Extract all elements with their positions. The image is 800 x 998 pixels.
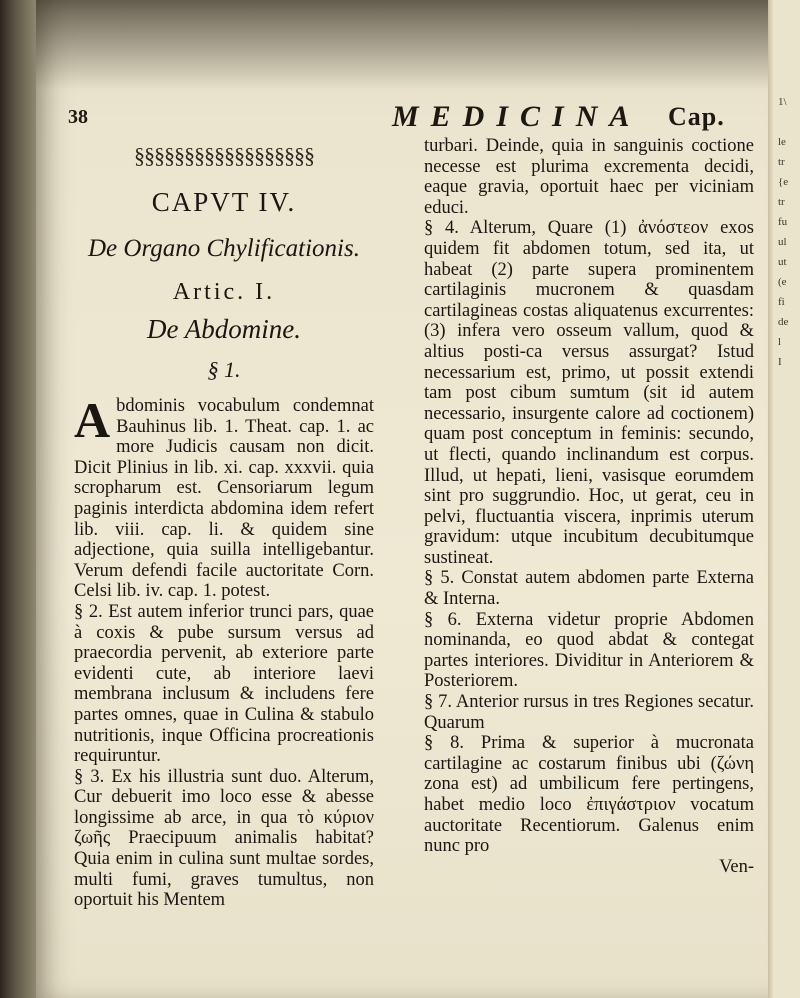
paragraph: § 7. Anterior rursus in tres Regiones secatur. Quarum (424, 692, 754, 733)
left-column (74, 136, 374, 911)
edge-fragment: (e (778, 276, 787, 288)
paragraph: § 4. Alterum, Quare (1) ἀνόστεον exos quidem fit abdomen totum, sed ita, ut habeat (2) parte supera prominentem cartilaginis mucronem & quasdam cartilagineas costas aliquatenus excurrentes: (3) infera vero osseum vallum, quod & altius posti-ca versus assurgat? Istud necessarium est, primo, ut possit extendi tam post cibum sumtum (sit id autem necessario, insurgente calore ad coctionem) quam post conceptum in feminis: secundo, ut flecti, quando inclinandum est corpus. Illud, ut hepati, lieni, vasisque eorumdem sint pro suggrundio. Hoc, ut gerat, ceu in pelvi, fluctuantia viscera, inprimis uterum gravidum: utque incubitum decubitumque sustineat. (424, 218, 754, 568)
edge-fragment: l (778, 336, 782, 348)
page-gutter (768, 0, 774, 998)
right-column (424, 136, 754, 877)
running-chapter-label: Cap. (668, 102, 725, 131)
article-subtitle: De Abdomine. (147, 314, 301, 344)
edge-fragment: fu (778, 216, 788, 228)
edge-fragment: tr (778, 196, 785, 208)
drop-capital: A (74, 392, 111, 448)
paragraph: § 3. Ex his illustria sunt duo. Alterum, Cur debuerit imo loco esse & abesse longissime ab arce, in qua τὸ κύριον ζωῆς Praecipuum animalis habitat? Quia enim in culina sunt multae sordes, multi fumi, graves tumultus, non oportuit his Mentem (74, 766, 374, 911)
edge-fragment: I (778, 356, 782, 368)
edge-fragment: le (778, 136, 786, 148)
paragraph: turbari. Deinde, quia in sanguinis coctione necesse est plurima excrementa decidi, eaque gravia, oportuit haec per viciniam educi. (424, 136, 754, 218)
book-page (36, 0, 770, 998)
paragraph: § 8. Prima & superior à mucronata cartilagine ac costarum finibus ubi (ζώνη zona est) ad umbilicum fere pertingens, habet medio loco ἐπιγάστριον vocatum auctoritate Recentiorum. Galenus enim nunc pro (424, 733, 754, 857)
edge-fragment: ul (778, 236, 787, 248)
ornament-band: §§§§§§§§§§§§§§§§§§ (134, 143, 314, 168)
page-shadow (36, 0, 770, 90)
left-body (74, 392, 374, 911)
paragraph: § 5. Constat autem abdomen parte Externa & Interna. (424, 568, 754, 610)
running-title: MEDICINA (392, 100, 642, 133)
facing-page-edge (0, 0, 36, 998)
edge-fragment: tr (778, 156, 785, 168)
edge-fragment: {e (778, 176, 789, 188)
edge-fragment: 1\ (778, 96, 787, 108)
page-header (36, 100, 770, 136)
chapter-title: CAPVT IV. (151, 187, 297, 217)
paragraph: § 6. Externa videtur proprie Abdomen nominanda, eo quod abdat & contegat partes interiores. Dividitur in Anteriorem & Posteriorem. (424, 609, 754, 692)
chapter-subtitle: De Organo Chylificationis. (88, 235, 360, 262)
paragraph (74, 392, 374, 602)
edge-fragment: fi (778, 296, 785, 308)
paragraph-text: bdominis vocabulum condemnat Bauhinus lib. 1. Theat. cap. 1. ac more Judicis causam non dicit. Dicit Plinius in lib. xi. cap. xxxvii. quia scropharum est. Censoriarum legum paginis interdicta abdomina idem refert lib. viii. cap. li. & quidem sine adjectione, quia suilla intelligebantur. Verum defendi facile auctoritate Corn. Celsi lib. iv. cap. 1. potest. (74, 396, 374, 602)
paragraph: § 2. Est autem inferior trunci pars, quae à coxis & pube sursum versus ad praecordia pervenit, ab exteriore parte evidenti cute, ab interiore laevi membrana inclusum & includens fere partes omnes, quae in Culina & stabulo nutritionis, inque Officina procreationis requiruntur. (74, 601, 374, 767)
right-body (424, 136, 754, 877)
section-mark: § 1. (207, 357, 241, 382)
edge-fragment: de (778, 316, 789, 328)
catchword: Ven- (719, 856, 754, 877)
next-page-edge (768, 0, 800, 998)
article-heading: Artic. I. (172, 279, 276, 305)
page-number: 38 (68, 106, 88, 128)
edge-fragment: ut (778, 256, 787, 268)
